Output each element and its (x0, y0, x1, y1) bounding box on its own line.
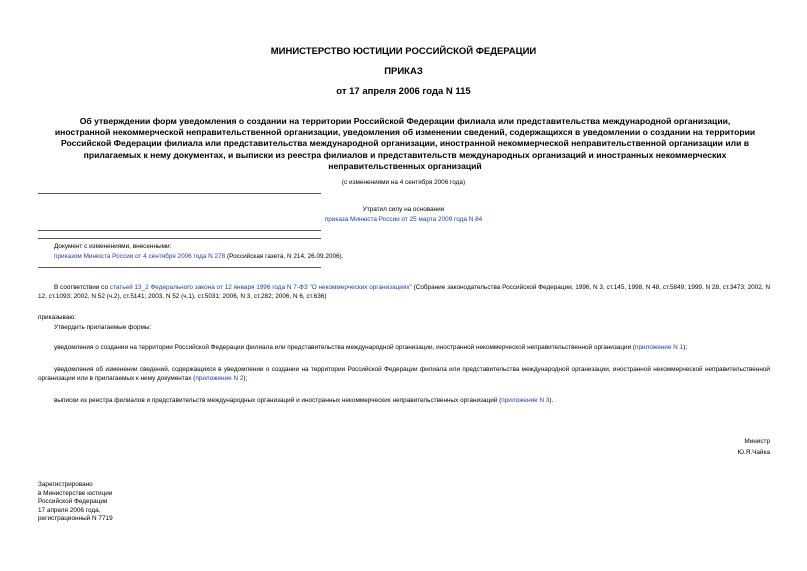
divider (38, 230, 321, 231)
title-line: Российской Федерации филиала или представительства международной организации, иностранной некоммерческой неправительственной организации или в (60, 138, 750, 149)
title-line: прилагаемых к нему документах, и выписки из реестра филиалов и представительств международных организаций и иностранных некоммерческих (83, 149, 727, 160)
divider (38, 238, 321, 239)
list-item (38, 397, 770, 406)
signature-position: Министр (744, 438, 770, 445)
item-tail: ). (549, 397, 554, 404)
title-line: Об утверждении форм уведомления о создании на территории Российской Федерации филиала или представительства международной организации, (79, 116, 731, 126)
order-word: приказываю: (38, 314, 76, 321)
divider (38, 267, 321, 268)
appendix-3-link[interactable]: приложение N 3 (501, 397, 550, 404)
preamble-prefix: В соответствии со (54, 284, 110, 291)
amended-doc-line (54, 253, 343, 262)
appendix-1-link[interactable]: приложение N 1 (635, 344, 684, 351)
amendment-note: (с изменениями на 4 сентября 2006 года) (341, 179, 466, 186)
expired-order-link[interactable]: приказа Минюста России от 25 марта 2009 года N 84 (324, 216, 483, 223)
approve-line: Утвердить прилагаемые формы: (54, 324, 152, 331)
divider (38, 193, 321, 194)
registration-block (38, 481, 113, 524)
appendix-2-link[interactable]: приложение N 2 (195, 374, 244, 382)
list-item (38, 344, 770, 353)
amendment-source: (Российская газета, N 214, 26.09.2006). (225, 253, 344, 260)
registration-line: регистрационный N 7719 (38, 515, 113, 523)
signature-name: Ю.Я.Чайка (737, 449, 770, 456)
preamble-suffix: (Собрание законодательства Российской Федерации, 1996, N 3, ст.145, 1998, N 48, ст.5849; 1999, N 28, ст.3473; 2002, N 12, ст.1093; 2002, N 52 (ч.2), ст.5141; 2003, N 52 (ч.1), ст.5031; 2006, N 3, ст.282; 2006, N 6, ст.636) (38, 284, 771, 300)
preamble-paragraph (38, 284, 770, 301)
amendment-order-link[interactable]: приказом Минюста России от 4 сентября 2006 года N 278 (54, 253, 226, 260)
registration-line: в Министерстве юстиции (38, 489, 113, 497)
registration-line: Зарегистрировано (38, 481, 93, 488)
amended-doc-label: Документ с изменениями, внесенными: (54, 243, 172, 250)
document-title (30, 116, 780, 172)
registration-line: Российской Федерации (38, 498, 108, 506)
doc-date: от 17 апреля 2006 года N 115 (336, 86, 471, 97)
item-text: уведомления о создании на территории Российской Федерации филиала или представительства международной организации, иностранной некоммерческой неправительственной организации ( (54, 344, 636, 351)
ministry-heading: МИНИСТЕРСТВО ЮСТИЦИИ РОССИЙСКОЙ ФЕДЕРАЦИИ (270, 46, 537, 57)
expired-note: Утратил силу на основании (362, 206, 445, 213)
title-line: иностранной некоммерческой неправительственной организации, уведомления об изменении сведений, содержащихся в уведомлении о создании на территории (54, 127, 756, 138)
title-line: неправительственных организаций (328, 160, 482, 171)
item-text: уведомления об изменении сведений, содержащихся в уведомлении о создании на территории Российской Федерации филиала или представительства международной организации, иностранной некоммерческой неправительственной организации или в прилагаемых к нему документах ( (38, 366, 770, 382)
list-item (38, 366, 770, 383)
federal-law-link[interactable]: статьей 13_2 Федерального закона от 12 января 1996 года N 7-ФЗ "О некоммерческих организациях" (109, 284, 412, 291)
registration-line: 17 апреля 2006 года, (38, 506, 101, 514)
item-tail: ); (243, 374, 248, 382)
item-text: выписки из реестра филиалов и представительств международных организаций и иностранных некоммерческих неправительственных организаций ( (54, 397, 502, 404)
item-tail: ); (683, 344, 688, 351)
doc-type-heading: ПРИКАЗ (384, 66, 423, 77)
